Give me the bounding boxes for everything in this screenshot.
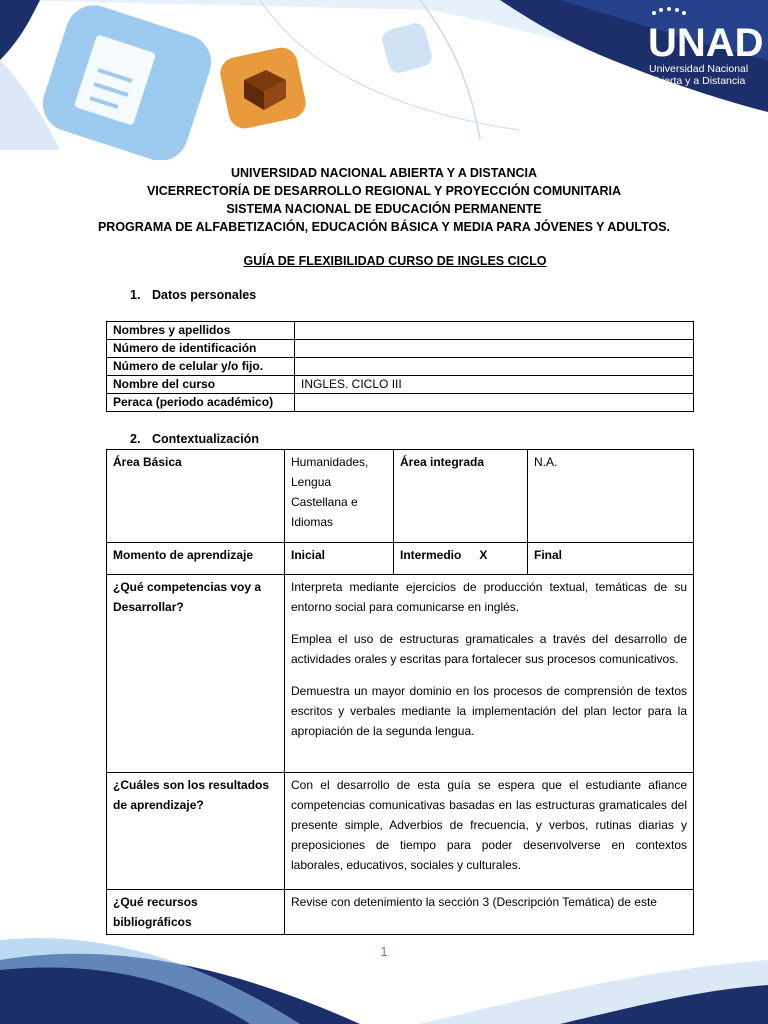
table-row	[107, 450, 694, 543]
section1-heading	[130, 288, 256, 302]
table-row	[107, 322, 694, 340]
title-line: VICERRECTORÍA DE DESARROLLO REGIONAL Y PROYECCIÓN COMUNITARIA	[146, 184, 622, 198]
area-integrada-label: Área integrada	[394, 450, 528, 543]
row-value[interactable]	[295, 340, 694, 358]
row-value[interactable]	[295, 358, 694, 376]
section1-number: 1.	[130, 288, 141, 302]
table-row	[107, 358, 694, 376]
title-line: SISTEMA NACIONAL DE EDUCACIÓN PERMANENTE	[226, 202, 542, 216]
table-row	[107, 575, 694, 773]
title-line: UNIVERSIDAD NACIONAL ABIERTA Y A DISTANCIA	[230, 166, 538, 180]
context-table	[106, 449, 694, 935]
row-label: Nombres y apellidos	[107, 322, 295, 340]
momento-inicial: Inicial	[285, 543, 394, 575]
recursos-text: Revise con detenimiento la sección 3 (Descripción Temática) de este	[285, 890, 694, 935]
table-row	[107, 773, 694, 890]
momento-intermedio: Intermedio	[400, 548, 462, 562]
competencias-label: ¿Qué competencias voy a Desarrollar?	[107, 575, 285, 773]
row-value[interactable]	[295, 394, 694, 412]
competencia-item: Interpreta mediante ejercicios de producción textual, temáticas de su entorno social para comunicarse en inglés.	[291, 580, 687, 614]
momento-label: Momento de aprendizaje	[107, 543, 285, 575]
resultados-text: Con el desarrollo de esta guía se espera que el estudiante afiance competencias comunicativas basadas en las estructuras gramaticales del presente simple, Adverbios de frecuencia, y verbos, rutinas diarias y preposiciones de tiempo para poder desenvolverse en contextos laborales, educativos, sociales y culturales.	[285, 773, 694, 890]
competencia-item: Demuestra un mayor dominio en los procesos de comprensión de textos escritos y verbales mediante la implementación del plan lector para la apropiación de la segunda lengua.	[291, 684, 687, 738]
row-label: Número de identificación	[107, 340, 295, 358]
recursos-label: ¿Qué recursos bibliográficos	[107, 890, 285, 935]
area-integrada-value: N.A.	[528, 450, 694, 543]
section2-number: 2.	[130, 432, 141, 446]
document-titles	[0, 164, 768, 236]
section2-title: Contextualización	[152, 432, 259, 446]
guide-title: GUÍA DE FLEXIBILIDAD CURSO DE INGLES CICLO	[243, 254, 547, 268]
title-line: PROGRAMA DE ALFABETIZACIÓN, EDUCACIÓN BÁSICA Y MEDIA PARA JÓVENES Y ADULTOS.	[97, 220, 671, 234]
logo-name: UNAD	[648, 21, 764, 65]
table-row	[107, 376, 694, 394]
book-icon	[217, 45, 308, 132]
table-row	[107, 394, 694, 412]
momento-intermedio-cell	[394, 543, 528, 575]
area-basica-value: Humanidades, Lengua Castellana e Idiomas	[285, 450, 394, 543]
personal-data-table	[106, 321, 694, 412]
page-number: 1	[380, 944, 388, 959]
row-value[interactable]	[295, 322, 694, 340]
clipboard-icon	[36, 0, 219, 160]
row-label: Peraca (periodo académico)	[107, 394, 295, 412]
momento-final: Final	[528, 543, 694, 575]
header-banner	[0, 0, 768, 160]
table-row	[107, 890, 694, 935]
table-row	[107, 340, 694, 358]
row-value[interactable]: INGLES. CICLO III	[295, 376, 694, 394]
area-basica-label: Área Básica	[107, 450, 285, 543]
section2-heading	[130, 432, 259, 446]
competencias-cell	[285, 575, 694, 773]
momento-mark: X	[479, 548, 488, 562]
resultados-label: ¿Cuáles son los resultados de aprendizaje?	[107, 773, 285, 890]
section1-title: Datos personales	[152, 288, 257, 302]
competencia-item: Emplea el uso de estructuras gramaticales a través del desarrollo de actividades orales y escritas para fortalecer sus procesos comunicativos.	[291, 632, 687, 666]
logo-subtitle-2: Abierta y a Distancia	[649, 75, 746, 87]
table-row	[107, 543, 694, 575]
row-label: Nombre del curso	[107, 376, 295, 394]
logo-subtitle-1: Universidad Nacional	[649, 63, 749, 75]
row-label: Número de celular y/o fijo.	[107, 358, 295, 376]
